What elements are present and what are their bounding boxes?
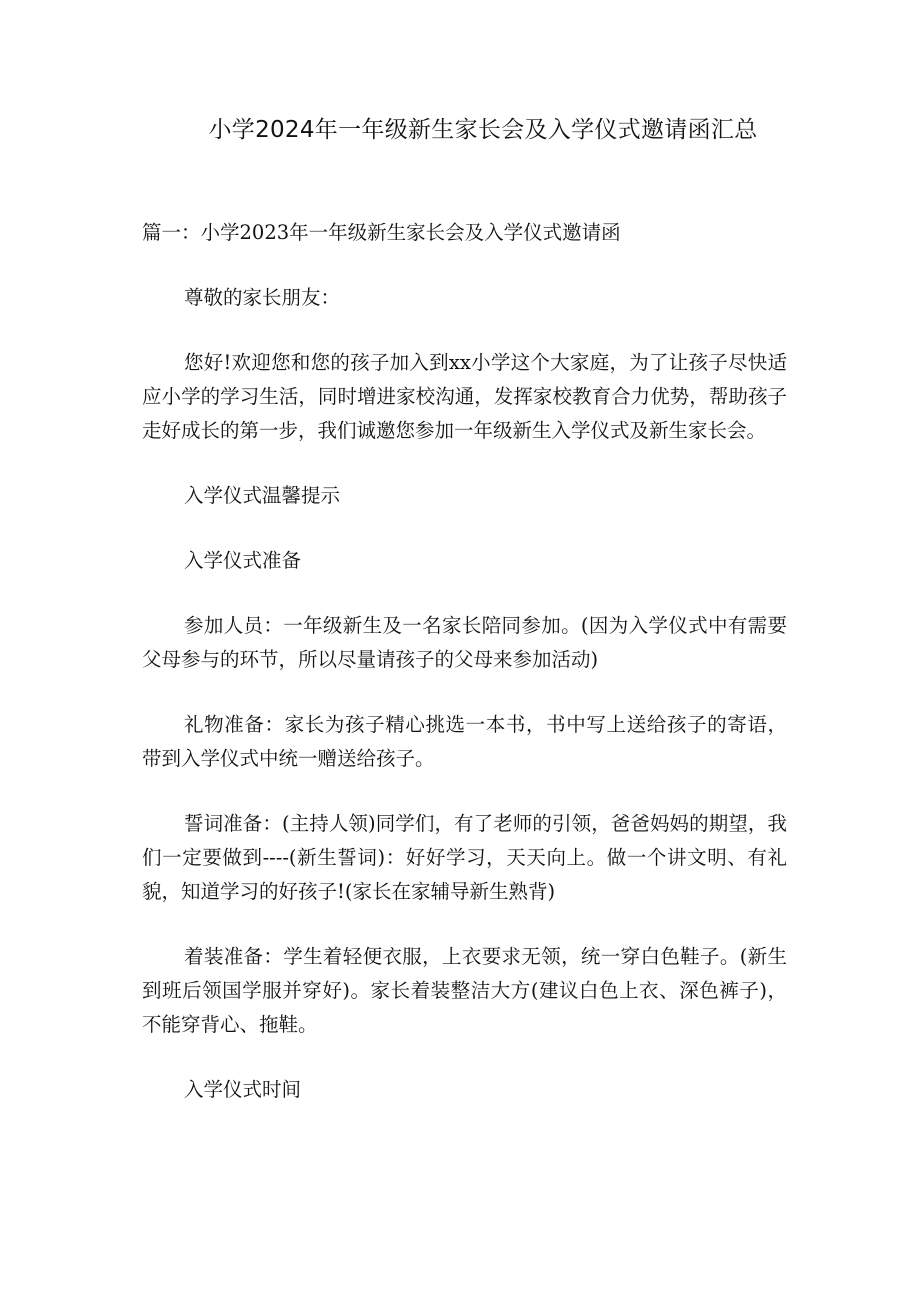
paragraph-gift-preparation: 礼物准备：家长为孩子精心挑选一本书，书中写上送给孩子的寄语，带到入学仪式中统一赠送给孩子。 (142, 713, 787, 770)
salutation: 尊敬的家长朋友： (184, 286, 341, 309)
document-title: 小学2024年一年级新生家长会及入学仪式邀请函汇总 (208, 117, 758, 143)
paragraph-participants: 参加人员：一年级新生及一名家长陪同参加。(因为入学仪式中有需要父母参与的环节，所以尽量请孩子的父母来参加活动) (142, 614, 787, 671)
section-heading: 篇一：小学2023年一年级新生家长会及入学仪式邀请函 (142, 221, 621, 244)
document-body (142, 216, 787, 1138)
paragraph-dress-preparation: 着装准备：学生着轻便衣服，上衣要求无领，统一穿白色鞋子。(新生到班后领国学服并穿好)。家长着装整洁大方(建议白色上衣、深色裤子)，不能穿背心、拖鞋。 (142, 945, 787, 1036)
heading-ceremony-tips: 入学仪式温馨提示 (184, 484, 341, 507)
paragraph-welcome: 您好!欢迎您和您的孩子加入到xx小学这个大家庭，为了让孩子尽快适应小学的学习生活，同时增进家校沟通，发挥家校教育合力优势，帮助孩子走好成长的第一步，我们诚邀您参加一年级新生入学仪式及新生家长会。 (142, 351, 787, 442)
paragraph-oath-preparation: 誓词准备：(主持人领)同学们，有了老师的引领，爸爸妈妈的期望，我们一定要做到----(新生誓词)：好好学习，天天向上。做一个讲文明、有礼貌，知道学习的好孩子!(家长在家辅导新生熟背) (142, 812, 787, 903)
heading-ceremony-preparation: 入学仪式准备 (184, 549, 302, 572)
heading-ceremony-time: 入学仪式时间 (184, 1078, 302, 1101)
